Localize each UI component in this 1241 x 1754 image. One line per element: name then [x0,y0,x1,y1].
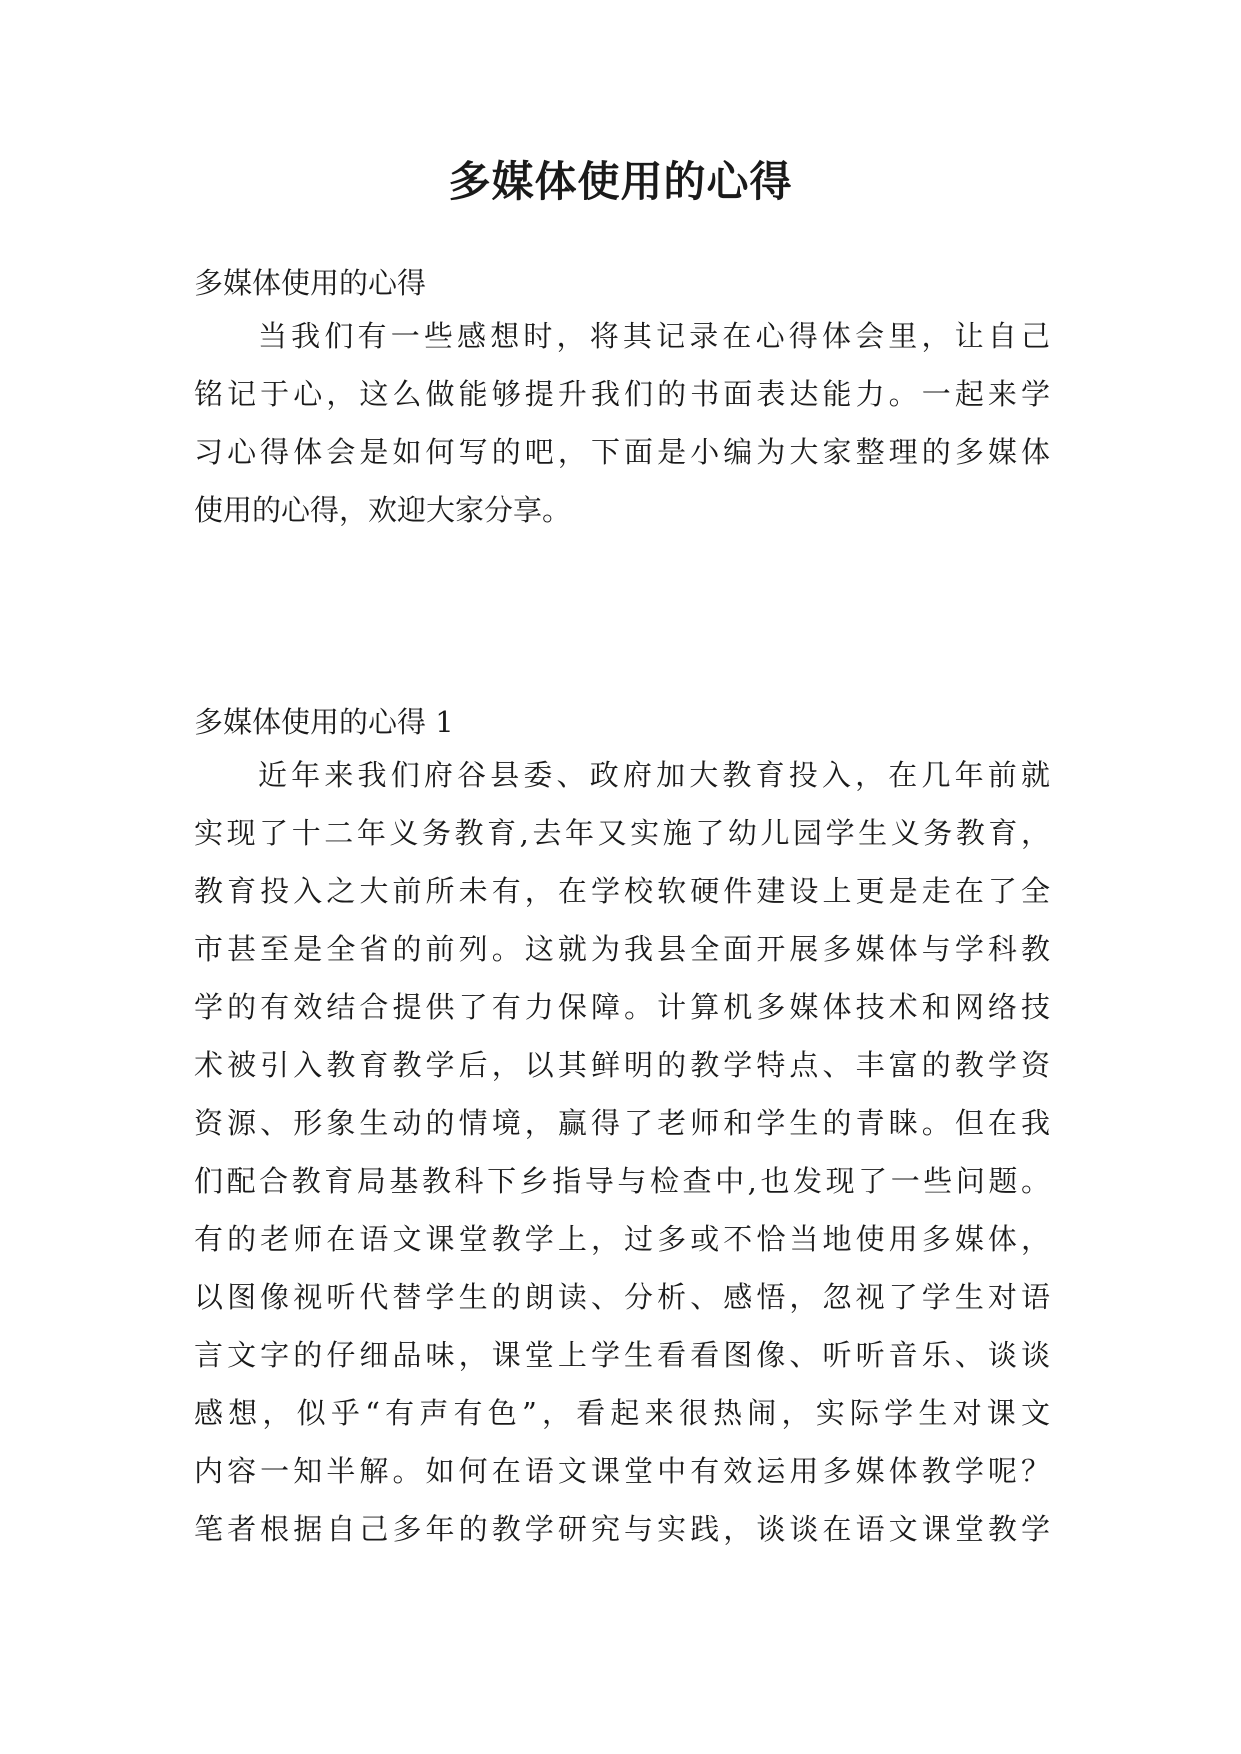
paragraph-line: 感想，似乎“有声有色”，看起来很热闹，实际学生对课文 [194,1396,1050,1430]
paragraph-line: 铭记于心，这么做能够提升我们的书面表达能力。一起来学 [194,377,1050,411]
section-heading: 多媒体使用的心得 1 [194,705,454,739]
paragraph-line: 术被引入教育教学后，以其鲜明的教学特点、丰富的教学资 [194,1048,1050,1082]
section-paragraph [194,746,1050,1558]
paragraph-line: 学的有效结合提供了有力保障。计算机多媒体技术和网络技 [194,990,1050,1024]
paragraph-line: 笔者根据自己多年的教学研究与实践，谈谈在语文课堂教学 [194,1512,1050,1546]
paragraph-line: 言文字的仔细品味，课堂上学生看看图像、听听音乐、谈谈 [194,1338,1050,1372]
paragraph-line: 教育投入之大前所未有，在学校软硬件建设上更是走在了全 [194,874,1050,908]
intro-heading: 多媒体使用的心得 [194,266,427,300]
paragraph-line: 们配合教育局基教科下乡指导与检查中,也发现了一些问题。 [194,1164,1050,1198]
paragraph-line: 实现了十二年义务教育,去年又实施了幼儿园学生义务教育， [194,816,1050,850]
paragraph-line: 习心得体会是如何写的吧，下面是小编为大家整理的多媒体 [194,435,1050,469]
paragraph-line: 近年来我们府谷县委、政府加大教育投入，在几年前就 [258,758,1050,792]
paragraph-line: 资源、形象生动的情境，赢得了老师和学生的青睐。但在我 [194,1106,1050,1140]
paragraph-line: 当我们有一些感想时，将其记录在心得体会里，让自己 [258,319,1050,353]
paragraph-line: 以图像视听代替学生的朗读、分析、感悟，忽视了学生对语 [194,1280,1050,1314]
paragraph-line: 内容一知半解。如何在语文课堂中有效运用多媒体教学呢？ [194,1454,1050,1488]
paragraph-line: 有的老师在语文课堂教学上，过多或不恰当地使用多媒体， [194,1222,1050,1256]
intro-paragraph [194,307,1050,539]
paragraph-line: 使用的心得，欢迎大家分享。 [194,493,572,527]
page-title: 多媒体使用的心得 [448,157,793,206]
paragraph-line: 市甚至是全省的前列。这就为我县全面开展多媒体与学科教 [194,932,1050,966]
